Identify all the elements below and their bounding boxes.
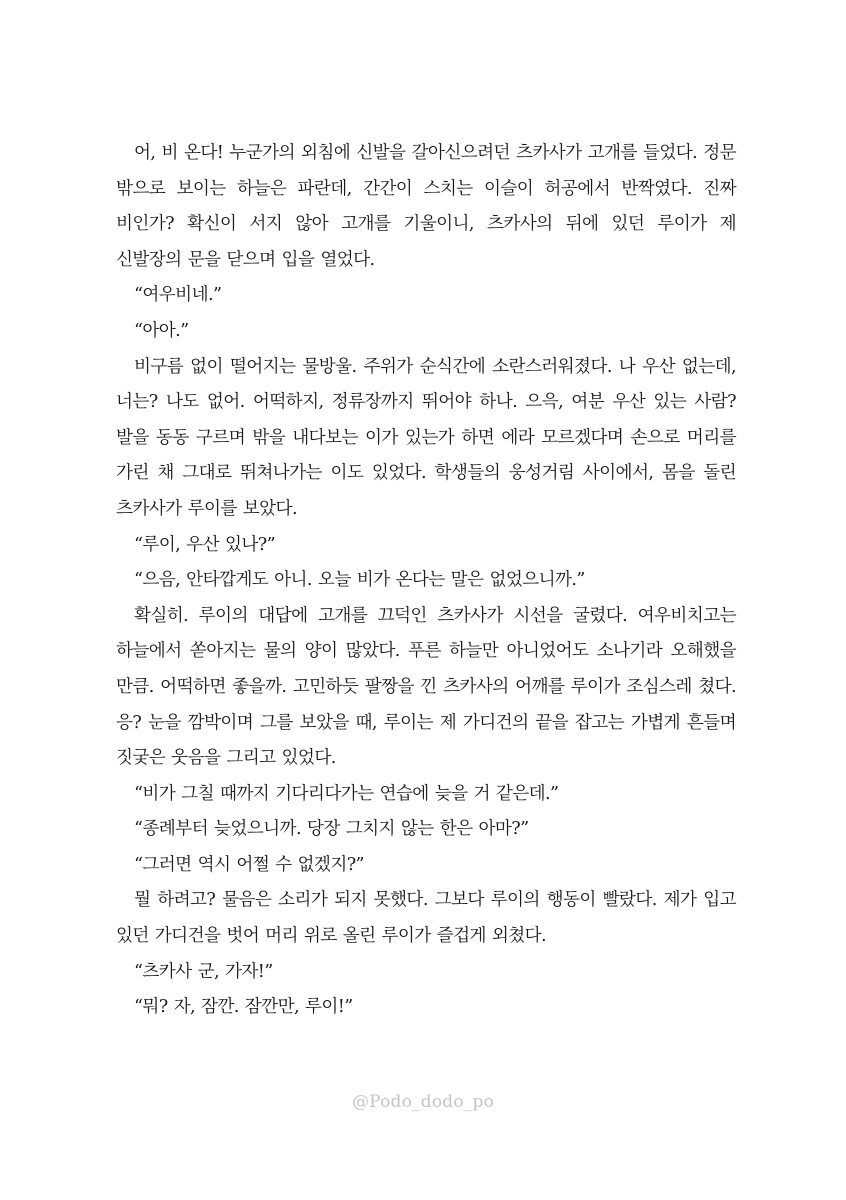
paragraph: “아아.”: [134, 320, 189, 341]
paragraph: “비가 그칠 때까지 기다리다가는 연습에 늦을 거 같은데.”: [134, 783, 559, 804]
paragraph: 확실히. 루이의 대답에 고개를 끄덕인 츠카사가 시선을 굴렸다. 여우비치고는 하늘에서 쏟아지는 물의 양이 많았다. 푸른 하늘만 아니었어도 소나기라 오해했을 만큼. 어떡하면 좋을까. 고민하듯 팔짱을 낀 츠카사의 어깨를 루이가 조심스레 쳤다. 응? 눈을 깜박이며 그를 보았을 때, 루이는 제 가디건의 끝을 잡고는 가볍게 흔들며 짓궂은 웃음을 그리고 있었다.: [116, 605, 736, 769]
paragraph: 비구름 없이 떨어지는 물방울. 주위가 순식간에 소란스러워졌다. 나 우산 없는데, 너는? 나도 없어. 어떡하지, 정류장까지 뛰어야 하나. 으윽, 여분 우산 있는 사람? 발을 동동 구르며 밖을 내다보는 이가 있는가 하면 에라 모르겠다며 손으로 머리를 가린 채 그대로 뛰쳐나가는 이도 있었다. 학생들의 웅성거림 사이에서, 몸을 돌린 츠카사가 루이를 보았다.: [116, 356, 736, 519]
paragraph: “뭐? 자, 잠깐. 잠깐만, 루이!”: [134, 997, 353, 1018]
story-text: [116, 136, 736, 1026]
paragraph: 어, 비 온다! 누군가의 외침에 신발을 갈아신으려던 츠카사가 고개를 들었다. 정문 밖으로 보이는 하늘은 파란데, 간간이 스치는 이슬이 허공에서 반짝였다. 진짜 비인가? 확신이 서지 않아 고개를 기울이니, 츠카사의 뒤에 있던 루이가 제 신발장의 문을 닫으며 입을 열었다.: [116, 143, 736, 270]
paragraph: “루이, 우산 있나?”: [134, 534, 275, 555]
paragraph: “그러면 역시 어쩔 수 없겠지?”: [134, 854, 364, 875]
watermark: @Podo_dodo_po: [351, 1092, 495, 1112]
paragraph: 뭘 하려고? 물음은 소리가 되지 못했다. 그보다 루이의 행동이 빨랐다. 제가 입고 있던 가디건을 벗어 머리 위로 올린 루이가 즐겁게 외쳤다.: [116, 890, 736, 947]
paragraph: “츠카사 군, 가자!”: [134, 961, 273, 982]
paragraph: “여우비네.”: [134, 285, 222, 306]
paragraph: “종례부터 늦었으니까. 당장 그치지 않는 한은 아마?”: [134, 819, 529, 840]
paragraph: “으음, 안타깝게도 아니. 오늘 비가 온다는 말은 없었으니까.”: [134, 570, 585, 591]
